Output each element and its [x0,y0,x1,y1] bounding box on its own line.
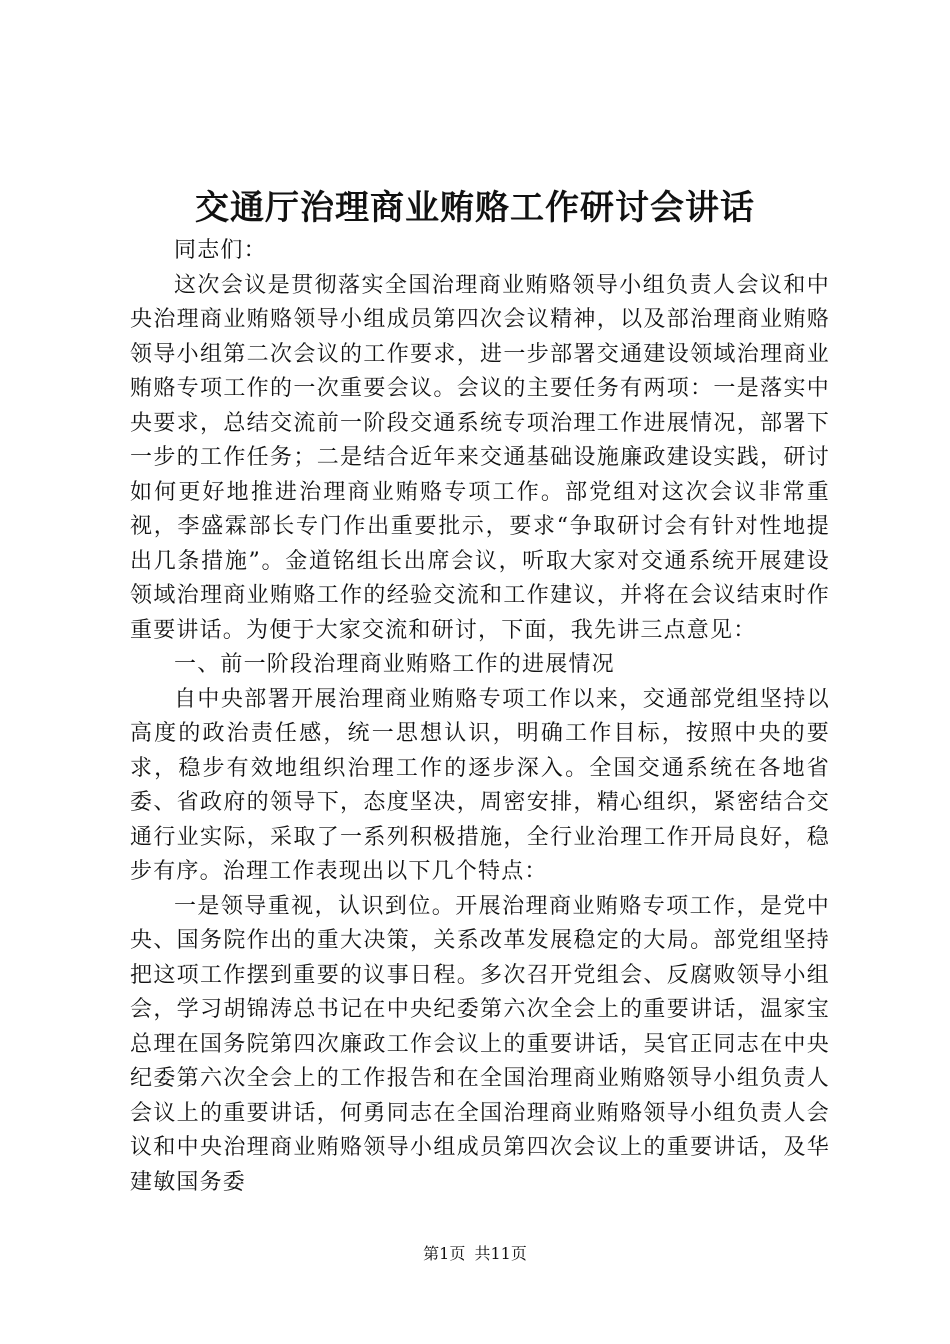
body-paragraph: 自中央部署开展治理商业贿赂专项工作以来，交通部党组坚持以高度的政治责任感，统一思想认识，明确工作目标，按照中央的要求，稳步有效地组织治理工作的逐步深入。全国交通系统在各地省委、省政府的领导下，态度坚决，周密安排，精心组织，紧密结合交通行业实际，采取了一系列积极措施，全行业治理工作开局良好，稳步有序。治理工作表现出以下几个特点： [130,686,830,884]
body-paragraph: 一是领导重视，认识到位。开展治理商业贿赂专项工作，是党中央、国务院作出的重大决策，关系改革发展稳定的大局。部党组坚持把这项工作摆到重要的议事日程。多次召开党组会、反腐败领导小组会，学习胡锦涛总书记在中央纪委第六次全会上的重要讲话，温家宝总理在国务院第四次廉政工作会议上的重要讲话，吴官正同志在中央纪委第六次全会上的工作报告和在全国治理商业贿赂领导小组负责人会议上的重要讲话，何勇同志在全国治理商业贿赂领导小组负责人会议和中央治理商业贿赂领导小组成员第四次会议上的重要讲话，及华建敏国务委 [130,893,830,1195]
page-number: 第1页 [423,1244,466,1263]
page-total: 共11页 [474,1244,527,1263]
document-body [130,234,830,1200]
page-footer [0,1243,950,1265]
section-heading: 一、前一阶段治理商业贿赂工作的进展情况 [174,652,615,677]
salutation: 同志们： [174,238,267,263]
document-title: 交通厅治理商业贿赂工作研讨会讲话 [195,188,755,228]
intro-paragraph: 这次会议是贯彻落实全国治理商业贿赂领导小组负责人会议和中央治理商业贿赂领导小组成员第四次会议精神，以及部治理商业贿赂领导小组第二次会议的工作要求，进一步部署交通建设领域治理商业贿赂专项工作的一次重要会议。会议的主要任务有两项：一是落实中央要求，总结交流前一阶段交通系统专项治理工作进展情况，部署下一步的工作任务；二是结合近年来交通基础设施廉政建设实践，研讨如何更好地推进治理商业贿赂专项工作。部党组对这次会议非常重视，李盛霖部长专门作出重要批示，要求“争取研讨会有针对性地提出几条措施”。金道铭组长出席会议，听取大家对交通系统开展建设领域治理商业贿赂工作的经验交流和工作建议，并将在会议结束时作重要讲话。为便于大家交流和研讨，下面，我先讲三点意见： [130,272,830,643]
